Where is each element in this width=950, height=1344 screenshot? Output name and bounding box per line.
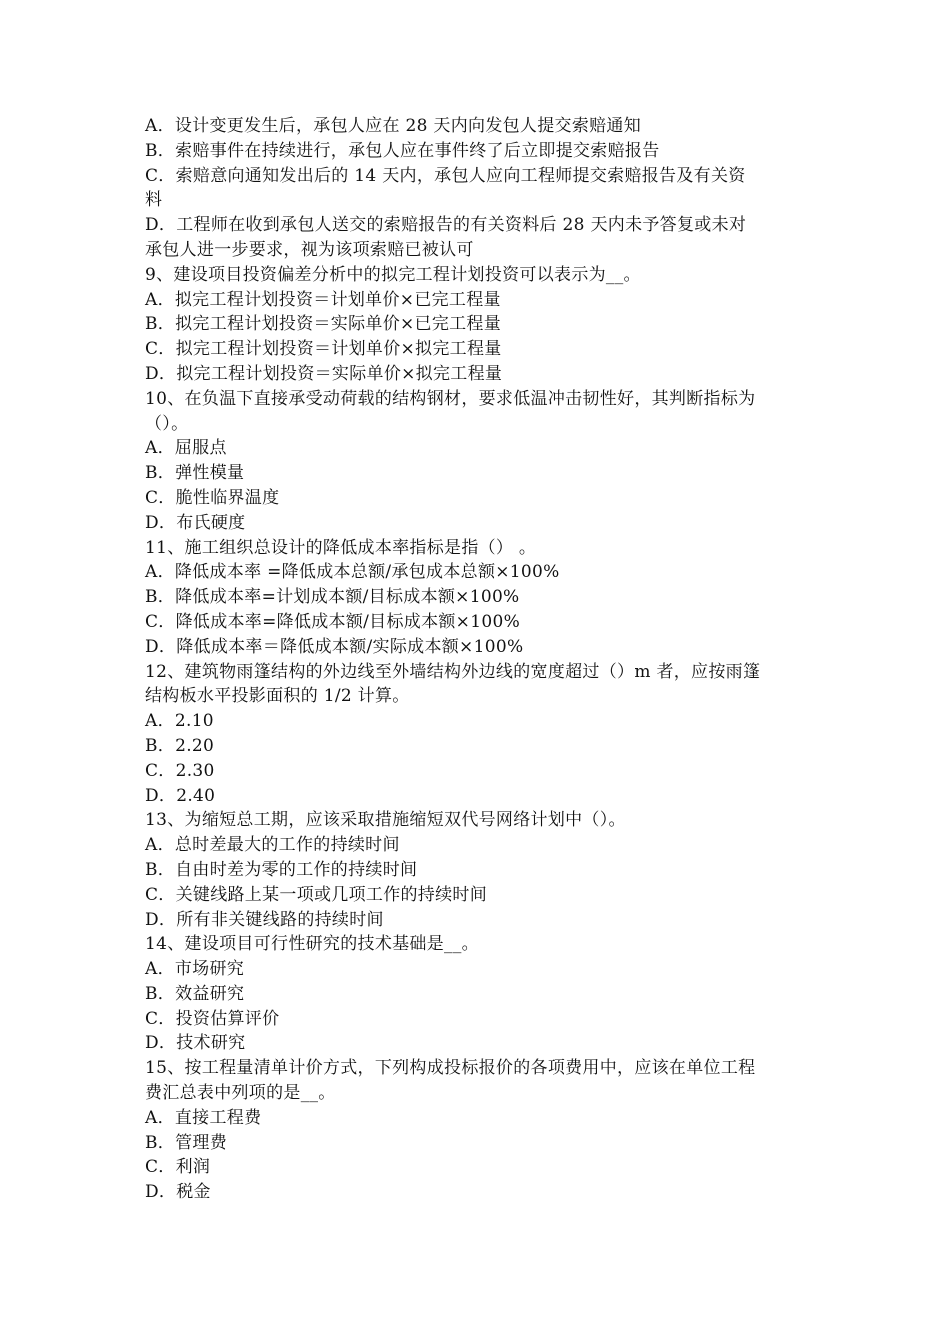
text-line: 料	[145, 190, 163, 211]
text-line: 13、为缩短总工期，应该采取措施缩短双代号网络计划中（）。	[145, 810, 626, 831]
text-line: C．拟完工程计划投资＝计划单价×拟完工程量	[145, 339, 502, 360]
text-line: 费汇总表中列项的是__。	[145, 1083, 336, 1104]
text-line: C．2.30	[145, 760, 215, 781]
text-line: A．屈服点	[145, 438, 227, 459]
text-line: A．直接工程费	[145, 1107, 262, 1128]
text-line: B．效益研究	[145, 983, 245, 1004]
text-line: A．设计变更发生后，承包人应在 28 天内向发包人提交索赔通知	[145, 116, 642, 136]
text-line: C．投资估算评价	[145, 1008, 280, 1029]
text-line: C．关键线路上某一项或几项工作的持续时间	[145, 884, 488, 905]
text-line: D．拟完工程计划投资＝实际单价×拟完工程量	[145, 363, 503, 384]
text-line: B．管理费	[145, 1132, 227, 1153]
text-line: C．索赔意向通知发出后的 14 天内，承包人应向工程师提交索赔报告及有关资	[145, 165, 746, 186]
text-line: D．2.40	[145, 785, 216, 806]
text-line: 14、建设项目可行性研究的技术基础是__。	[145, 934, 479, 955]
text-line: D．税金	[145, 1182, 211, 1203]
text-line: C．脆性临界温度	[145, 487, 280, 508]
text-line: A．总时差最大的工作的持续时间	[145, 835, 400, 856]
text-line: B．2.20	[145, 735, 215, 756]
text-line: D．所有非关键线路的持续时间	[145, 909, 384, 930]
text-line: B．降低成本率=计划成本额/目标成本额×100%	[145, 587, 520, 608]
text-line: 15、按工程量清单计价方式，下列构成投标报价的各项费用中，应该在单位工程	[145, 1058, 756, 1079]
text-line: D．工程师在收到承包人送交的索赔报告的有关资料后 28 天内未予答复或未对	[145, 215, 747, 236]
text-line: 11、施工组织总设计的降低成本率指标是指（） 。	[145, 537, 537, 558]
text-line: 10、在负温下直接承受动荷载的结构钢材，要求低温冲击韧性好，其判断指标为	[145, 388, 756, 409]
text-line: 承包人进一步要求，视为该项索赔已被认可	[145, 239, 474, 260]
document-body	[145, 114, 812, 1205]
text-line: A．降低成本率 =降低成本总额/承包成本总额×100%	[145, 562, 560, 583]
text-line: C．利润	[145, 1157, 211, 1178]
text-line: 9、建设项目投资偏差分析中的拟完工程计划投资可以表示为__。	[145, 264, 641, 285]
text-line: A．拟完工程计划投资＝计划单价×已完工程量	[145, 289, 501, 310]
text-line: B．弹性模量	[145, 463, 245, 484]
text-line: （）。	[145, 413, 189, 434]
text-line: 12、建筑物雨篷结构的外边线至外墙结构外边线的宽度超过（）m 者，应按雨篷	[145, 661, 761, 682]
text-line: A．市场研究	[145, 959, 245, 980]
text-line: B．拟完工程计划投资＝实际单价×已完工程量	[145, 314, 502, 335]
text-line: B．索赔事件在持续进行，承包人应在事件终了后立即提交索赔报告	[145, 140, 660, 161]
text-line: B．自由时差为零的工作的持续时间	[145, 859, 418, 880]
text-line: D．布氏硬度	[145, 512, 246, 533]
text-line: 结构板水平投影面积的 1/2 计算。	[145, 686, 410, 707]
text-line: D．降低成本率＝降低成本额/实际成本额×100%	[145, 636, 524, 657]
text-line: A．2.10	[145, 711, 214, 732]
text-line: C．降低成本率=降低成本额/目标成本额×100%	[145, 611, 521, 632]
text-line: D．技术研究	[145, 1033, 246, 1054]
